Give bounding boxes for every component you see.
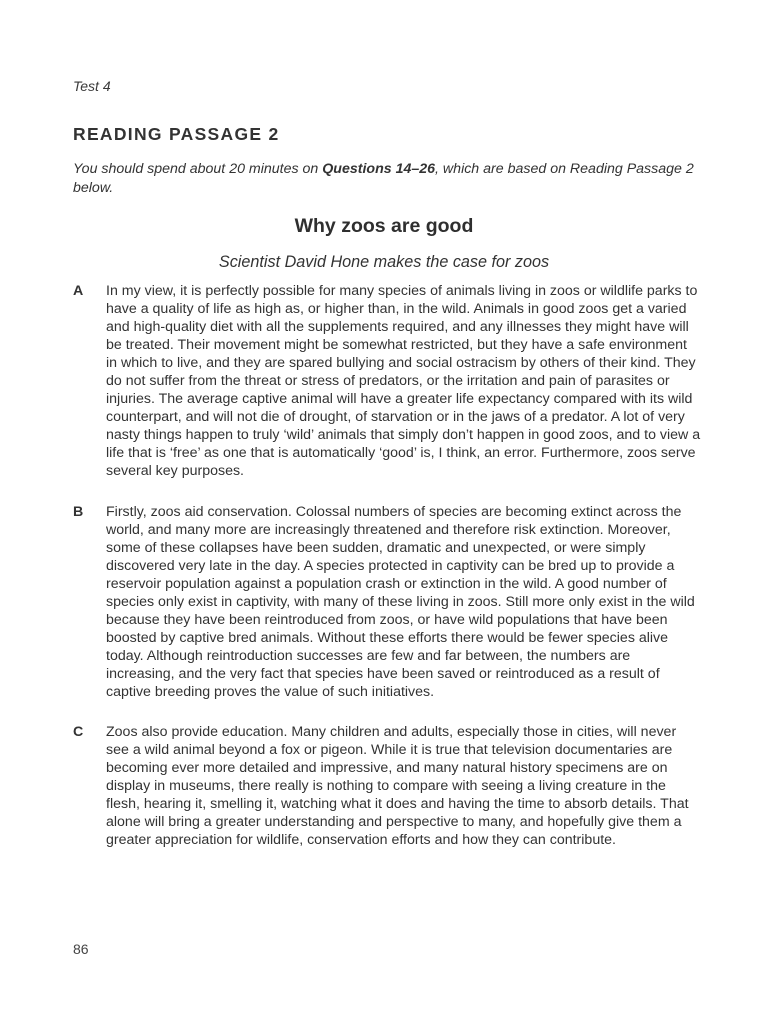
instructions-before: You should spend about 20 minutes on bbox=[73, 161, 323, 177]
paragraph-b bbox=[73, 503, 701, 701]
paragraph-letter: A bbox=[73, 283, 84, 299]
page-number: 86 bbox=[73, 941, 89, 957]
passage-subtitle: Scientist David Hone makes the case for zoos bbox=[218, 253, 550, 271]
paragraph-letter: B bbox=[73, 504, 84, 520]
paragraph-text: In my view, it is perfectly possible for many species of animals living in zoos or wildlife parks to have a quality of life as high as, or higher than, in the wild. Animals in good zoos get a varied and high-quality diet with all the supplements required, and any illnesses they might have will be treated. Their movement might be somewhat restricted, but they have a safe environment in which to live, and they are spared bullying and social ostracism by others of their kind. They do not suffer from the threat or stress of predators, or the irritation and pain of parasites or injuries. The average captive animal will have a greater life expectancy compared with its wild counterpart, and will not die of drought, of starvation or in the jaws of a predator. A lot of very nasty things happen to truly ‘wild’ animals that simply don’t happen in good zoos, and to view a life that is ‘free’ as one that is automatically ‘good’ is, I think, an error. Furthermore, zoos serve several key purposes. bbox=[106, 283, 701, 479]
instructions-after: , which are based on Reading Passage 2 below. bbox=[73, 161, 694, 196]
paragraph-text: Zoos also provide education. Many children and adults, especially those in cities, will never see a wild animal beyond a fox or pigeon. While it is true that television documentaries are becoming ever more detailed and impressive, and many natural history specimens are on display in museums, there really is nothing to compare with seeing a living creature in the flesh, hearing it, smelling it, watching what it does and having the time to absorb details. That alone will bring a greater understanding and perspective to many, and hopefully give them a greater appreciation for wildlife, conservation efforts and how they can contribute. bbox=[106, 724, 689, 848]
instructions-questions: Questions 14–26 bbox=[322, 161, 436, 177]
paragraph-letter: C bbox=[73, 724, 84, 740]
paragraph-a bbox=[73, 282, 701, 480]
paragraph-c bbox=[73, 723, 701, 849]
running-header: Test 4 bbox=[73, 78, 111, 94]
section-heading: READING PASSAGE 2 bbox=[73, 124, 280, 144]
passage-title: Why zoos are good bbox=[294, 215, 474, 237]
paragraph-text: Firstly, zoos aid conservation. Colossal numbers of species are becoming extinct across the world, and many more are increasingly threatened and therefore risk extinction. Moreover, some of these collapses have been sudden, dramatic and unexpected, or were simply discovered very late in the day. A species protected in captivity can be bred up to provide a reservoir population against a population crash or extinction in the wild. A good number of species only exist in captivity, with many of these living in zoos. Still more only exist in the wild because they have been reintroduced from zoos, or have wild populations that have been boosted by captive bred animals. Without these efforts there would be fewer species alive today. Although reintroduction successes are few and far between, the numbers are increasing, and the very fact that species have been saved or reintroduced as a result of captive breeding proves the value of such initiatives. bbox=[106, 504, 695, 700]
instructions bbox=[73, 160, 703, 198]
